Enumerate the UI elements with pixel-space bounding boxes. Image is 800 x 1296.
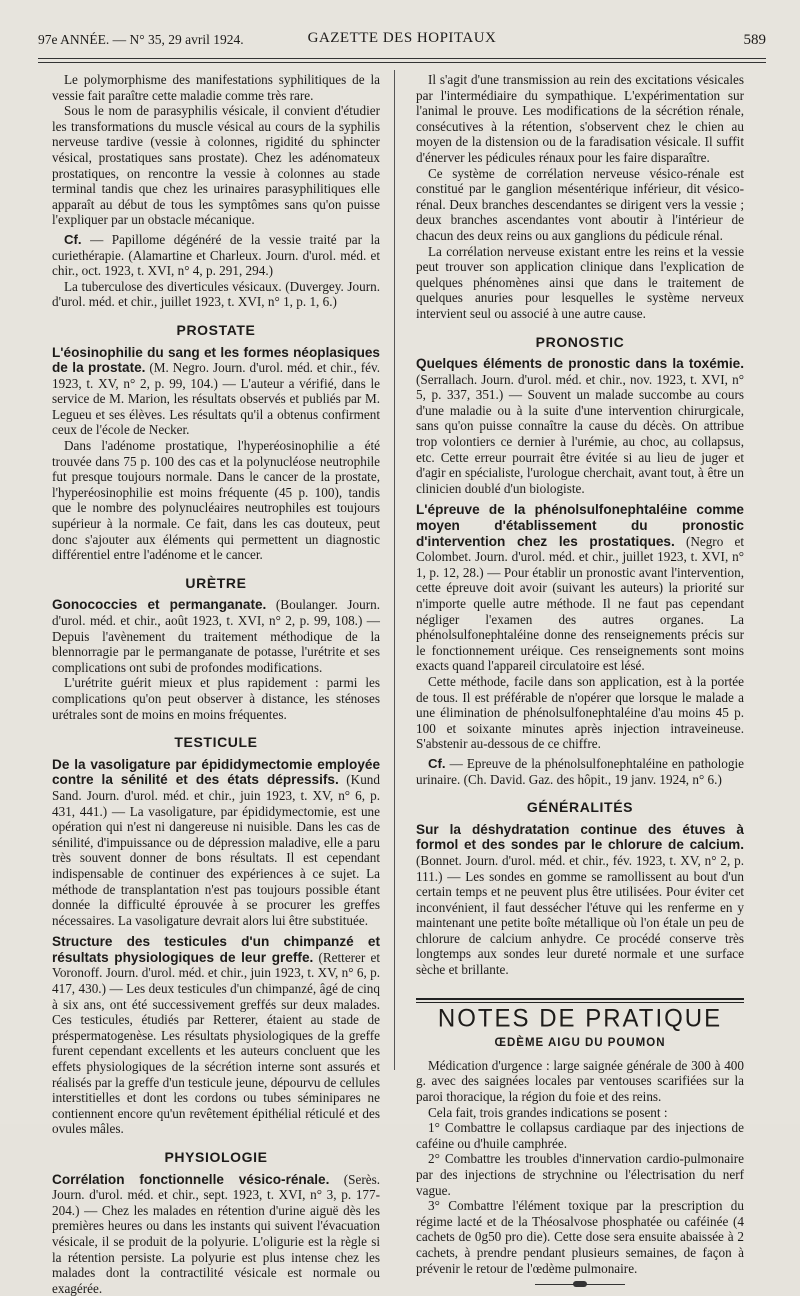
paragraph: Cela fait, trois grandes indications se posent : bbox=[428, 1104, 668, 1120]
cf-text: — Papillome dégénéré de la vessie traité par la curiethérapie. (Alamartine et Charleux. Journ. d'urol. méd. et chir., oct. 1923, t. XVI, n° 4, p. 291, 294.) bbox=[52, 231, 380, 279]
article bbox=[416, 822, 744, 978]
section-heading-generalites: GÉNÉRALITÉS bbox=[526, 799, 634, 816]
paragraph: 1° Combattre le collapsus cardiaque par des injections de caféine ou d'huile camphrée. bbox=[416, 1120, 744, 1151]
paragraph: Ce système de corrélation nerveuse vésico-rénale est constitué par le ganglion mésentérique inférieur, dit vésico-rénal. Deux branches descendantes se dirigent vers la vessie ; deux branches ascendantes vont aboutir à l'intérieur de chacun des deux reins ou aux ganglions du pédicule rénal. bbox=[416, 165, 744, 243]
notes-subtitle: ŒDÈME AIGU DU POUMON bbox=[494, 1037, 666, 1050]
article-text: (Bonnet. Journ. d'urol. méd. et chir., fév. 1923, t. XV, n° 2, p. 111.) — Les sondes en gomme se ramollissent au bout d'un certain temps et ne peuvent plus être utilisées. Pour éviter cet inconvénient, il faut dessécher l'étuve qui les renferme en y maintenant une petite boîte métallique où l'on étale un peu de chlorure de calcium anhydre. Ce procédé conserve très longtemps aux sondes leur dureté normale et une surface sèche et brillante. bbox=[416, 852, 744, 978]
article-title: De la vasoligature par épididymectomie employée contre la sénilité et des états dépressifs. bbox=[52, 756, 380, 788]
column-divider bbox=[394, 70, 395, 1070]
right-column bbox=[416, 72, 744, 1291]
paragraph: 3° Combattre l'élément toxique par la prescription du régime lacté et de la Théosalvose phosphatée ou caféinée (4 cachets de 0g50 pro die). Cette dose sera ensuite abaissée à 2 cachets, à prendre pendant plusieurs semaines, de façon à prévenir le retour de l'œdème pulmonaire. bbox=[416, 1198, 744, 1276]
article-text: (Retterer et Voronoff. Journ. d'urol. méd. et chir., juin 1923, t. XV, n° 6, p. 417, 430.) — Les deux testicules d'un chimpanzé, âgé de cinq à six ans, ont été successivement greffés sur deux malades. Ces testicules, étudiés par Retterer, étaient au stade de préspermatogenèse. Les résultats physiologiques de la greffe furent cependant excellents et les auteurs concluent que les effets physiologiques de la sécrétion interne sont assurés et réalisés par la greffe d'un testicule jeune, dépourvu de cellules interstitielles et dont les cordons ou tubes séminipares ne contiennent encore qu'un revêtement épithélial réticulé et des ovules mâles. bbox=[52, 949, 380, 1137]
journal-title: GAZETTE DES HOPITAUX bbox=[307, 30, 497, 46]
article bbox=[52, 1172, 380, 1296]
article-text: (M. Negro. Journ. d'urol. méd. et chir., fév. 1923, t. XV, n° 2, p. 99, 104.) — L'auteur a vérifié, dans le service de M. Marion, les résultats observés et publiés par M. Legueu et ses élèves. Les résultats qu'il a obtenus confirment ceux de l'école de Necker. bbox=[52, 360, 380, 438]
issue-info: 97e ANNÉE. — N° 35, 29 avril 1924. bbox=[38, 32, 244, 47]
paragraph: Le polymorphisme des manifestations syphilitiques de la vessie fait paraître cette maladie comme très rare. bbox=[52, 72, 380, 103]
article-title: Quelques éléments de pronostic dans la toxémie. bbox=[416, 356, 744, 372]
cf-text: — Epreuve de la phénolsulfonephtaléine en pathologie urinaire. (Ch. David. Gaz. des hôpit., 19 janv. 1924, n° 6.) bbox=[416, 755, 744, 787]
paragraph: 2° Combattre les troubles d'innervation cardio-pulmonaire par des injections de strychnine ou l'électrisation du nerf vague. bbox=[416, 1151, 744, 1198]
page-header bbox=[38, 30, 766, 52]
paragraph: La corrélation nerveuse existant entre les reins et la vessie peut trouver son application clinique dans l'explication de quelques phénomènes ainsi que dans le traitement de quelques anuries pour lesquelles le système nerveux intervient seul ou associé à une autre cause. bbox=[416, 243, 744, 321]
cf-paragraph bbox=[52, 232, 380, 279]
article-text: (Negro et Colombet. Journ. d'urol. méd. et chir., juillet 1923, t. XVI, n° 1, p. 12, 28.) — Pour établir un pronostic avant l'intervention, cette épreuve doit avoir (suivant les auteurs) la priorité sur n'importe quelle autre méthode. Il ne faut pas cependant négliger l'examen des autres organes. La phénolsulfonephtaléine donne des renseignements précis sur le fonctionnement uréique. Ces renseignements sont moins exacts quand l'appareil circulatoire est lésé. bbox=[416, 533, 744, 674]
paragraph: Dans l'adénome prostatique, l'hyperéosinophilie a été trouvée dans 75 p. 100 des cas et la polynucléose neutrophile fut presque toujours normale. Dans le cancer de la prostate, l'hyperéosinophilie est moins fréquente (45 p. 100), tandis que le nombre des polynucléaires neutrophiles est toujours supérieur à la normale. Ce fait, dans les cas douteux, peut donc s'ajouter aux éléments qui permettent un diagnostic différentiel entre l'adénome et le cancer. bbox=[52, 438, 380, 563]
section-heading-uretre: URÈTRE bbox=[185, 574, 247, 591]
end-ornament bbox=[535, 1284, 625, 1291]
article-title: L'éosinophilie du sang et les formes néoplasiques de la prostate. bbox=[52, 344, 380, 376]
paragraph: Il s'agit d'une transmission au rein des excitations vésicales par l'intermédiaire du sympathique. L'expérimentation sur l'animal le prouve. Les modifications de la sécrétion rénale, consécutives à la rétention, s'observent chez le chien au moyen de la distension ou de la faradisation vésicale. Il suffit d'énerver les pédicules rénaux pour les faire disparaître. bbox=[416, 72, 744, 165]
article-title: Corrélation fonctionnelle vésico-rénale. bbox=[52, 1171, 330, 1187]
article-text: (Boulanger. Journ. d'urol. méd. et chir., août 1923, t. XVI, n° 2, p. 99, 108.) — Depuis l'avènement du traitement méthodique de la blennorragie par le permanganate de potasse, l'urétrite et ses complications ont subi de profondes modifications. bbox=[52, 597, 381, 675]
ornament-mark bbox=[573, 1281, 587, 1287]
article-text: (Serrallach. Journ. d'urol. méd. et chir., nov. 1923, t. XVI, n° 5, p. 337, 351.) — Souvent un malade succombe au cours d'une maladie ou à la suite d'une intervention chirurgicale, sans qu'on puisse connaître la cause du décès. On attribue trop volontiers ce dernier à l'urémie, au choc, au collapsus, etc. Cette erreur pourrait être évitée si au lieu de juger et d'agir en spécialiste, l'urologue cherchait, avant tout, à être un clinicien doublé d'un biologiste. bbox=[416, 371, 744, 496]
article bbox=[52, 597, 380, 675]
notes-rule bbox=[416, 998, 744, 1003]
left-column bbox=[52, 72, 380, 1296]
article bbox=[52, 345, 380, 439]
section-heading-testicule: TESTICULE bbox=[174, 734, 258, 751]
section-heading-physiologie: PHYSIOLOGIE bbox=[164, 1149, 268, 1165]
paragraph: Sous le nom de parasyphilis vésicale, il convient d'étudier les transformations du muscle vésical au cours de la syphilis nerveuse tardive (vessie à colonnes, rigidité du sphincter vésical, prostatiques sans prostate). Chez les adénomateux prostatiques, on rencontre la vessie à colonnes au stade terminal tandis que chez les urinaires parasyphilitiques elle apparaît au début de tous les symptômes sans qu'on puisse l'expliquer par un obstacle mécanique. bbox=[52, 103, 380, 228]
article bbox=[52, 934, 380, 1137]
section-heading-pronostic: PRONOSTIC bbox=[535, 333, 625, 350]
article bbox=[416, 502, 744, 674]
article-title: Structure des testicules d'un chimpanzé et résultats physiologiques de leur greffe. bbox=[52, 934, 380, 965]
section-heading-prostate: PROSTATE bbox=[176, 321, 256, 338]
paragraph: Cette méthode, facile dans son application, est à la portée de tous. Il est préférable de n'opérer que lorsque le malade a une élimination de phénolsulfonephtaléine d'au moins 45 p. 100 et soixante minutes après injection intraveineuse. S'abstenir au-dessous de ce chiffre. bbox=[416, 673, 744, 752]
cf-paragraph bbox=[416, 756, 744, 787]
article-title: L'épreuve de la phénolsulfonephtaléine comme moyen d'établissement du pronostic d'intervention chez les prostatiques. bbox=[416, 502, 744, 549]
cf-label: Cf. bbox=[64, 231, 82, 247]
paragraph: L'urétrite guérit mieux et plus rapidement : parmi les complications qu'on peut observer à distance, les sténoses urétrales sont de moins en moins fréquentes. bbox=[52, 675, 380, 722]
paragraph: La tuberculose des diverticules vésicaux. (Duvergey. Journ. d'urol. méd. et chir., juillet 1923, t. XVI, n° 1, p. 1, 6.) bbox=[52, 278, 380, 310]
header-rule-2 bbox=[38, 62, 766, 63]
article-text: (Serès. Journ. d'urol. méd. et chir., sept. 1923, t. XVI, n° 3, p. 177-204.) — Chez les malades en rétention d'urine aiguë dès les premières heures ou dans les instants qui suivent l'évacuation vésicale, il se produit de la polyurie. L'oligurie est la règle si la rétention persiste. La polyurie est plus intense chez les malades dont la contractilité vésicale est normale ou exagérée. bbox=[52, 1171, 380, 1296]
article-text: (Kund Sand. Journ. d'urol. méd. et chir., juin 1923, t. XV, n° 6, p. 431, 441.) — La vasoligature, par épididymectomie, est une opération qui n'est ni dangereuse ni nuisible. Dans les cas de sénilité, d'impuissance ou de dépression maladive, elle a paru très souvent donner de bons résultats. Il est cependant indispensable de continuer des expériences à ce sujet. La méthode de transplantation n'est pas toujours possible étant donnée la difficulté éprouvée à se procurer les greffes nécessaires. La vasoligature devrait alors lui être substituée. bbox=[52, 772, 380, 928]
article bbox=[52, 757, 380, 929]
page-number: 589 bbox=[743, 32, 766, 48]
article-title: Gonococcies et permanganate. bbox=[52, 597, 267, 613]
paragraph: Médication d'urgence : large saignée générale de 300 à 400 g. avec des saignées locales par ventouses scarifiées sur la paroi thoracique, la région du foie et des reins. bbox=[416, 1057, 744, 1105]
cf-label: Cf. bbox=[428, 755, 446, 771]
notes-de-pratique bbox=[416, 998, 744, 1052]
article bbox=[416, 356, 744, 496]
header-rule bbox=[38, 58, 766, 59]
article-title: Sur la déshydratation continue des étuves à formol et des sondes par le chlorure de calcium. bbox=[416, 821, 744, 853]
notes-title: NOTES DE PRATIQUE bbox=[437, 1003, 723, 1033]
